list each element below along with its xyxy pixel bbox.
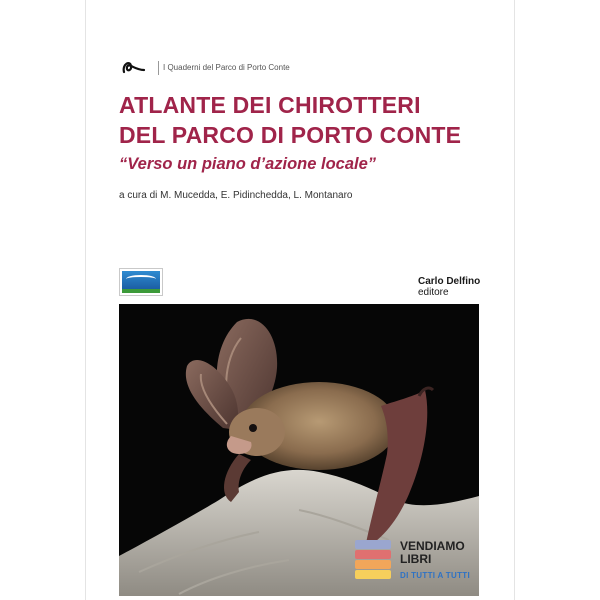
book-title-line-2: DEL PARCO DI PORTO CONTE	[119, 122, 462, 148]
book-stack-icon	[352, 540, 394, 584]
series-divider	[158, 61, 159, 75]
publisher-role: editore	[418, 287, 449, 298]
publisher-name: Carlo Delfino	[418, 276, 481, 287]
watermark-tagline: DI TUTTI A TUTTI	[400, 571, 470, 580]
series-logo-icon	[120, 58, 146, 78]
book-subtitle: “Verso un piano d’azione locale”	[119, 155, 377, 173]
series-name: I Quaderni del Parco di Porto Conte	[163, 63, 290, 72]
publisher	[418, 276, 498, 298]
book-title-line-1: ATLANTE DEI CHIROTTERI	[119, 92, 421, 118]
watermark-line-2: LIBRI	[400, 552, 432, 566]
book-editors: a cura di M. Mucedda, E. Pidinchedda, L. Montanaro	[119, 190, 353, 201]
book-title	[119, 90, 499, 150]
watermark	[352, 538, 482, 588]
watermark-line-1: VENDIAMO	[400, 539, 465, 553]
park-logo-icon	[119, 268, 163, 296]
